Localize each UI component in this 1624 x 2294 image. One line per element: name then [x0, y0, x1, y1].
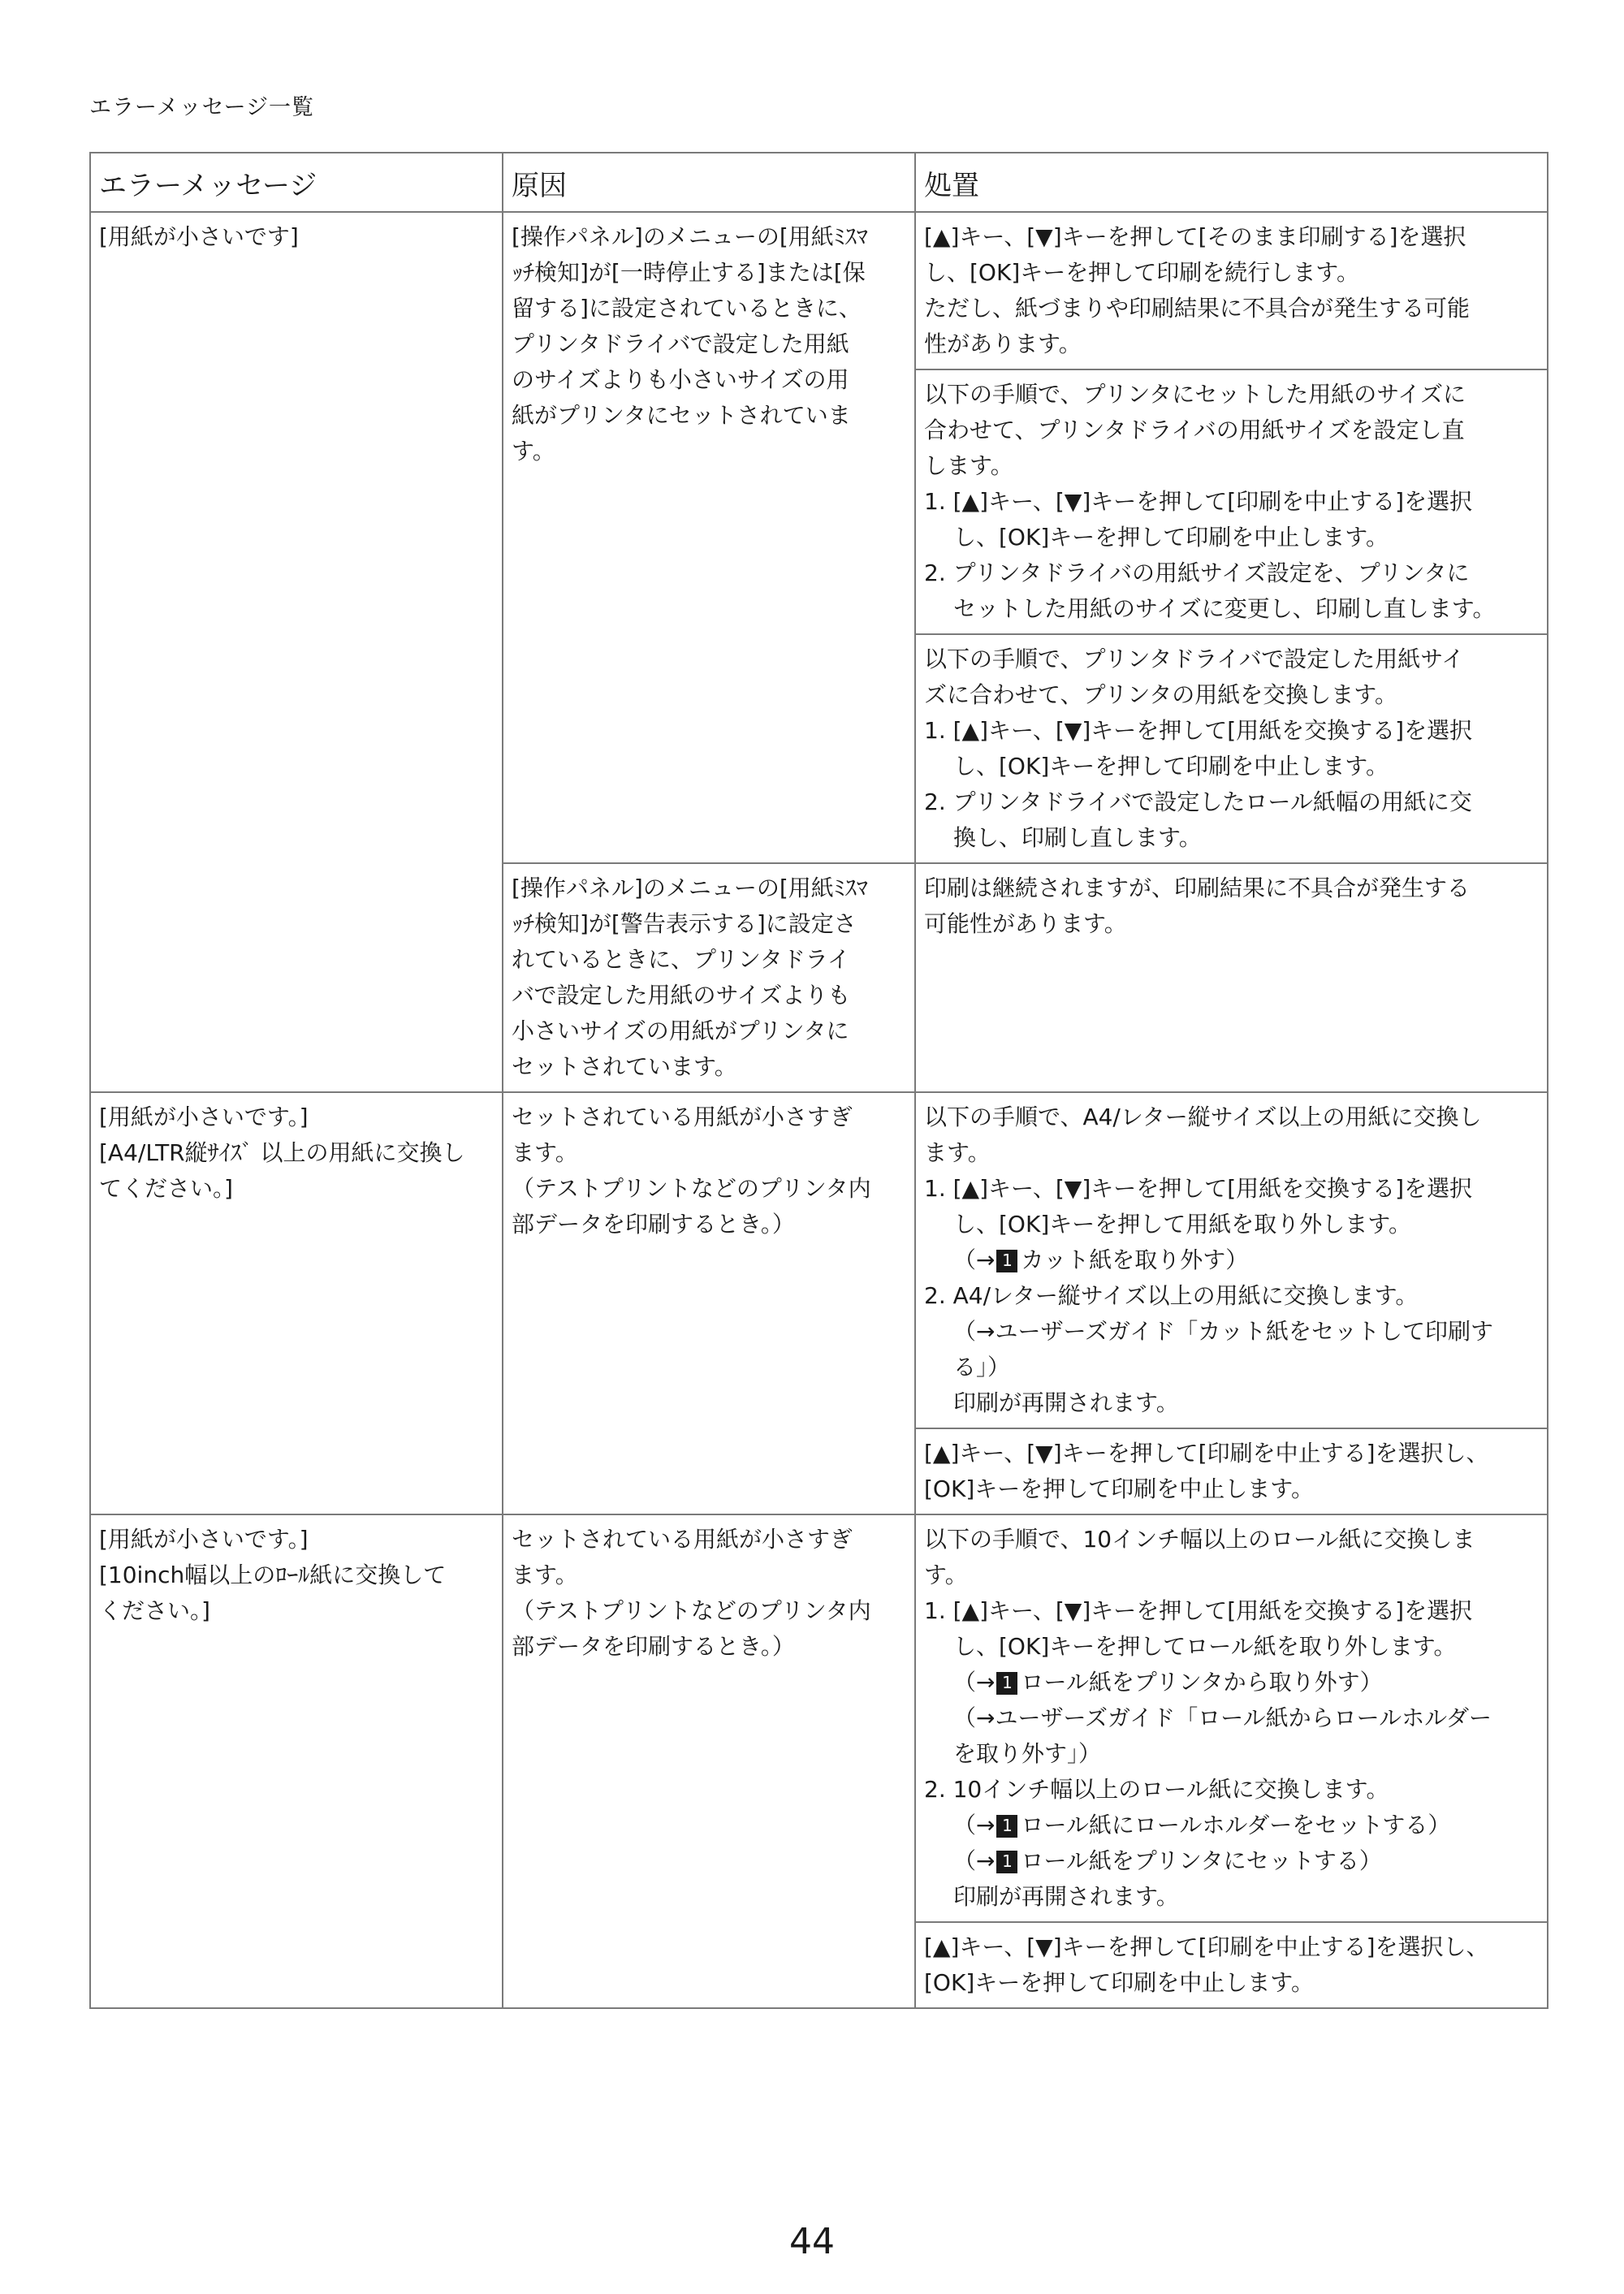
cause-line: 部データを印刷するとき。）	[512, 1211, 795, 1238]
cause-line: [操作パネル]のメニューの[用紙ﾐｽﾏ	[512, 875, 868, 901]
action-step-continuation: セットした用紙のサイズに変更し、印刷し直します。	[953, 595, 1496, 622]
manual-number-marker-icon: 1	[996, 1250, 1017, 1272]
action-step: 2. 10インチ幅以上のロール紙に交換します。	[924, 1776, 1389, 1803]
message-line: てください。]	[99, 1175, 233, 1202]
reference-text: ロール紙をプリンタから取り外す）	[1021, 1669, 1383, 1696]
cause-cell	[503, 212, 915, 863]
cause-line: 紙がプリンタにセットされていま	[512, 402, 851, 429]
reference-text: ロール紙にロールホルダーをセットする）	[1021, 1812, 1451, 1838]
action-step: 2. A4/レター縦サイズ以上の用紙に交換します。	[924, 1282, 1419, 1309]
manual-number-marker-icon: 1	[996, 1815, 1017, 1838]
action-line: ただし、紙づまりや印刷結果に不具合が発生する可能	[924, 295, 1471, 322]
action-line: 印刷は継続されますが、印刷結果に不具合が発生する	[924, 875, 1471, 901]
manual-number-marker-icon: 1	[996, 1672, 1017, 1695]
header-action: 処置	[915, 153, 1548, 212]
action-step: 2. プリンタドライバの用紙サイズ設定を、プリンタに	[924, 559, 1470, 586]
cause-line: セットされています。	[512, 1053, 737, 1080]
action-reference	[924, 1242, 1539, 1278]
action-line: ます。	[924, 1139, 991, 1166]
action-step: 1. [▲]キー、[▼]キーを押して[用紙を交換する]を選択	[924, 717, 1473, 744]
cause-cell	[503, 1092, 915, 1514]
table-row	[90, 1092, 1548, 1428]
action-cell	[915, 1428, 1548, 1514]
action-cell	[915, 1514, 1548, 1922]
action-step-continuation: し、[OK]キーを押して印刷を中止します。	[953, 524, 1389, 551]
action-step-continuation: （→ユーザーズガイド「ロール紙からロールホルダー	[953, 1704, 1492, 1731]
action-step-continuation: し、[OK]キーを押してロール紙を取り外します。	[953, 1633, 1457, 1660]
reference-open: （→	[953, 1246, 996, 1273]
action-line: [OK]キーを押して印刷を中止します。	[924, 1969, 1315, 1996]
action-reference	[924, 1843, 1539, 1879]
action-step-continuation: （→ユーザーズガイド「カット紙をセットして印刷す	[953, 1318, 1493, 1345]
page-header: エラーメッセージ一覧	[89, 95, 315, 120]
reference-text: ロール紙をプリンタにセットする）	[1021, 1847, 1382, 1874]
cause-line: 部データを印刷するとき。）	[512, 1633, 795, 1660]
message-line: [用紙が小さいです]	[99, 223, 299, 250]
reference-open: （→	[953, 1669, 996, 1696]
table-row	[90, 1514, 1548, 1922]
action-step-continuation: を取り外す」）	[953, 1740, 1102, 1767]
action-line: 以下の手順で、A4/レター縦サイズ以上の用紙に交換し	[924, 1104, 1482, 1130]
action-line: す。	[924, 1562, 968, 1588]
action-line: 以下の手順で、10インチ幅以上のロール紙に交換しま	[924, 1526, 1475, 1553]
action-line: 以下の手順で、プリンタドライバで設定した用紙サイ	[924, 646, 1465, 672]
message-line: [用紙が小さいです。]	[99, 1526, 309, 1553]
action-step-continuation: 印刷が再開されます。	[953, 1883, 1179, 1910]
cause-line: れているときに、プリンタドライ	[512, 946, 850, 973]
cause-line: セットされている用紙が小さすぎ	[512, 1526, 853, 1553]
action-step: 1. [▲]キー、[▼]キーを押して[用紙を交換する]を選択	[924, 1597, 1473, 1624]
cause-line: ます。	[512, 1562, 578, 1588]
cause-line: セットされている用紙が小さすぎ	[512, 1104, 853, 1130]
error-message-cell	[90, 1092, 503, 1514]
action-cell	[915, 1092, 1548, 1428]
action-line: [▲]キー、[▼]キーを押して[印刷を中止する]を選択し、	[924, 1440, 1489, 1467]
action-line: します。	[924, 452, 1013, 479]
action-cell	[915, 1922, 1548, 2008]
action-line: 以下の手順で、プリンタにセットした用紙のサイズに	[924, 381, 1466, 408]
cause-line: ｯﾁ検知]が[一時停止する]または[保	[512, 259, 866, 286]
action-line: [▲]キー、[▼]キーを押して[そのまま印刷する]を選択	[924, 223, 1466, 250]
page-number: 44	[789, 2221, 835, 2262]
action-step-continuation: る」）	[953, 1354, 1011, 1380]
action-step-continuation: し、[OK]キーを押して用紙を取り外します。	[953, 1211, 1412, 1238]
action-cell	[915, 212, 1548, 369]
cause-line: 留する]に設定されているときに、	[512, 295, 862, 322]
cause-line: のサイズよりも小さいサイズの用	[512, 366, 849, 393]
action-line: 可能性があります。	[924, 910, 1127, 937]
action-cell	[915, 863, 1548, 1092]
cause-cell	[503, 863, 915, 1092]
cause-line: バで設定した用紙のサイズよりも	[512, 982, 851, 1009]
action-step-continuation: し、[OK]キーを押して印刷を中止します。	[953, 753, 1389, 780]
manual-number-marker-icon: 1	[996, 1851, 1017, 1873]
cause-cell	[503, 1514, 915, 2008]
error-message-cell	[90, 212, 503, 1092]
action-reference	[924, 1665, 1539, 1700]
action-cell	[915, 634, 1548, 863]
cause-line: ます。	[512, 1139, 578, 1166]
reference-open: （→	[953, 1812, 996, 1838]
cause-line: （テストプリントなどのプリンタ内	[512, 1175, 871, 1202]
message-line: [A4/LTR縦ｻｲｽﾞ 以上の用紙に交換し	[99, 1139, 465, 1166]
error-message-table	[89, 152, 1548, 2009]
action-step-continuation: 印刷が再開されます。	[953, 1389, 1179, 1416]
message-line: ください。]	[99, 1597, 210, 1624]
error-message-cell	[90, 1514, 503, 2008]
header-error-message: エラーメッセージ	[90, 153, 503, 212]
action-line: 合わせて、プリンタドライバの用紙サイズを設定し直	[924, 417, 1465, 443]
table-header-row	[90, 153, 1548, 212]
header-cause: 原因	[503, 153, 915, 212]
action-line: ズに合わせて、プリンタの用紙を交換します。	[924, 681, 1397, 708]
message-line: [10inch幅以上のﾛｰﾙ紙に交換して	[99, 1562, 447, 1588]
action-step: 1. [▲]キー、[▼]キーを押して[用紙を交換する]を選択	[924, 1175, 1473, 1202]
cause-line: ｯﾁ検知]が[警告表示する]に設定さ	[512, 910, 857, 937]
cause-line: プリンタドライバで設定した用紙	[512, 330, 849, 357]
action-step-continuation: 換し、印刷し直します。	[953, 824, 1202, 851]
action-line: 性があります。	[924, 330, 1082, 357]
reference-open: （→	[953, 1847, 996, 1874]
cause-line: す。	[512, 438, 555, 464]
action-reference	[924, 1808, 1539, 1843]
action-line: [▲]キー、[▼]キーを押して[印刷を中止する]を選択し、	[924, 1933, 1489, 1960]
table-row	[90, 212, 1548, 369]
action-line: [OK]キーを押して印刷を中止します。	[924, 1475, 1315, 1502]
action-line: し、[OK]キーを押して印刷を続行します。	[924, 259, 1360, 286]
message-line: [用紙が小さいです。]	[99, 1104, 309, 1130]
action-step: 2. プリンタドライバで設定したロール紙幅の用紙に交	[924, 788, 1472, 815]
cause-line: （テストプリントなどのプリンタ内	[512, 1597, 871, 1624]
cause-line: [操作パネル]のメニューの[用紙ﾐｽﾏ	[512, 223, 868, 250]
cause-line: 小さいサイズの用紙がプリンタに	[512, 1017, 849, 1044]
action-step: 1. [▲]キー、[▼]キーを押して[印刷を中止する]を選択	[924, 488, 1473, 515]
reference-text: カット紙を取り外す）	[1021, 1246, 1249, 1273]
action-cell	[915, 369, 1548, 634]
